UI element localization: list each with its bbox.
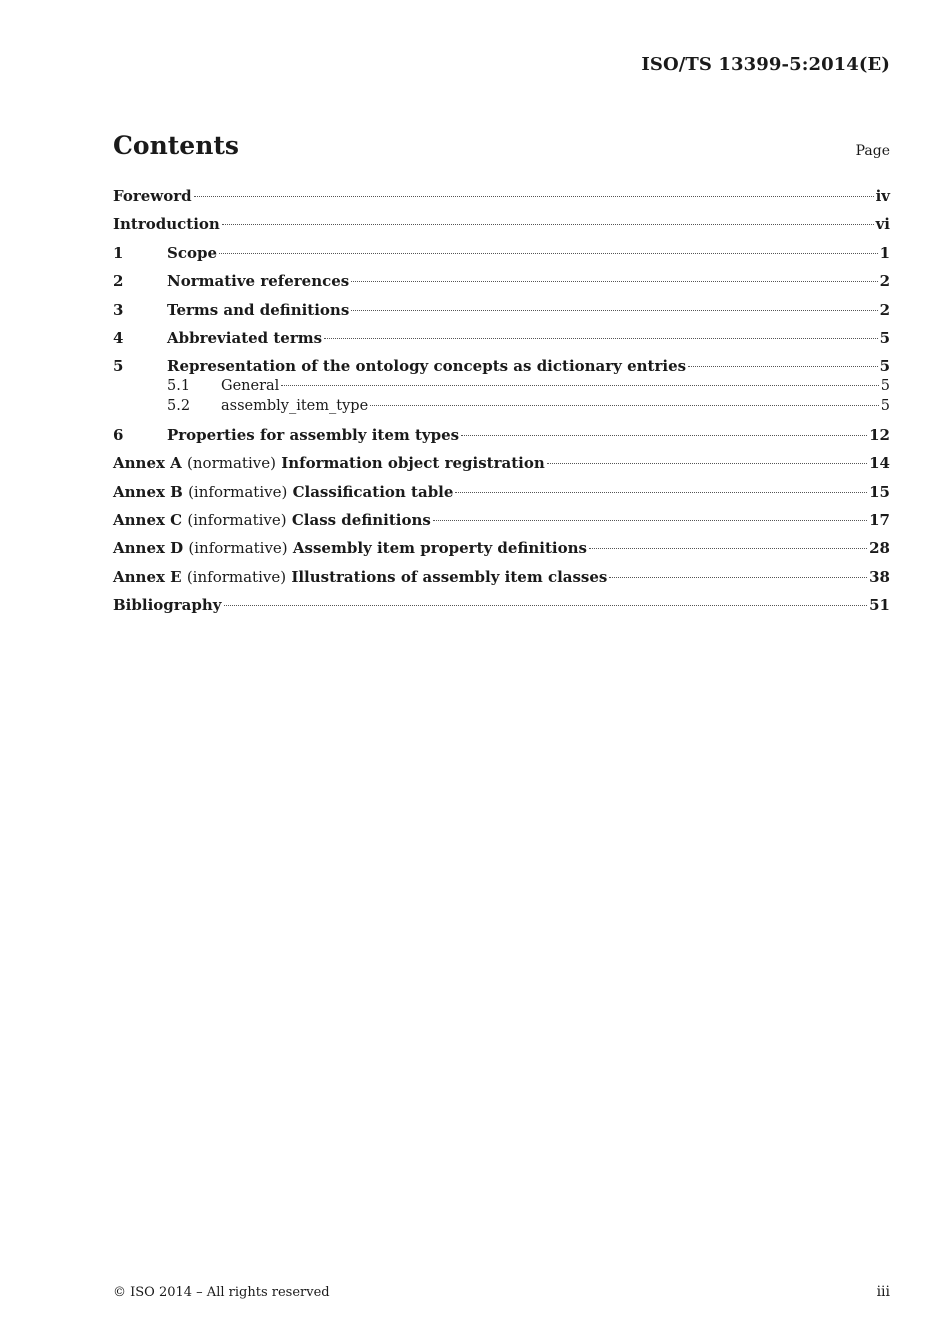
dot-leader [224,605,868,606]
toc-entry-normative-references[interactable] [113,271,890,291]
dot-leader [194,196,874,197]
dot-leader [219,253,878,254]
toc-entry-title: Scope [167,243,218,262]
annex-label: Annex E [113,567,182,586]
toc-entry-page: 1 [879,243,890,262]
annex-type: (informative) [188,482,288,501]
toc-entry-title: Introduction [113,215,220,234]
toc-entry-page: 5 [880,398,890,415]
dot-leader [222,224,874,225]
toc-subentry-general[interactable] [113,376,890,396]
toc-entry-annex-a[interactable] [113,453,890,473]
toc-entry-title: Properties for assembly item types [167,425,460,444]
dot-leader [547,463,867,464]
annex-label: Annex B [113,482,183,501]
toc-entry-bibliography[interactable] [113,595,890,615]
toc-entry-title: Abbreviated terms [167,328,323,347]
toc-entry-abbreviated-terms[interactable] [113,328,890,348]
toc-entry-page: iv [875,187,890,205]
toc-entry-annex-b[interactable] [113,482,890,502]
toc-entry-page: 2 [879,300,890,319]
toc-entry-title: General [221,378,280,395]
dot-leader [455,492,867,493]
dot-leader [688,366,877,367]
annex-type: (informative) [186,567,287,586]
toc-entry-page: 12 [869,425,890,444]
toc-entry-properties[interactable] [113,425,890,445]
page-number: iii [876,1284,890,1300]
annex-label: Annex C [113,510,183,529]
dot-leader [324,338,877,339]
toc-entry-number: 2 [113,272,124,291]
annex-label: Annex D [113,539,184,558]
toc-entry-title: Bibliography [113,596,222,615]
dot-leader [281,385,878,386]
toc-entry-title: assembly_item_type [221,398,369,415]
toc-entry-number: 4 [113,328,124,347]
toc-entry-title: Foreword [113,187,192,205]
toc-entry-foreword[interactable] [113,186,890,206]
dot-leader [433,520,867,521]
toc-entry-page: 51 [869,596,890,615]
toc-entry-page: 28 [869,539,890,558]
dot-leader [589,548,867,549]
toc-entry-title: Terms and definitions [167,300,350,319]
annex-type: (informative) [188,539,288,558]
dot-leader [370,405,879,406]
document-identifier: ISO/TS 13399-5:2014(E) [641,54,890,75]
toc-entry-page: 5 [880,378,890,395]
dot-leader [351,310,877,311]
toc-entry-title: Normative references [167,272,350,291]
toc-entry-scope[interactable] [113,243,890,263]
toc-entry-page: 2 [879,272,890,291]
annex-title: Classification table [292,482,454,501]
annex-title: Illustrations of assembly item classes [291,567,608,586]
dot-leader [609,577,867,578]
annex-title: Class definitions [291,510,431,529]
toc-entry-page: 15 [869,482,890,501]
copyright-notice: © ISO 2014 – All rights reserved [113,1285,330,1300]
toc-entry-annex-d[interactable] [113,538,890,558]
toc-entry-page: 17 [869,510,890,529]
toc-entry-annex-e[interactable] [113,567,890,587]
toc-subentry-assembly-item-type[interactable] [113,396,890,416]
toc-entry-number: 3 [113,300,124,319]
toc-entry-number: 6 [113,425,124,444]
annex-title: Assembly item property definitions [292,539,587,558]
page-column-label: Page [855,143,890,159]
annex-label: Annex A [113,454,182,473]
annex-type: (informative) [187,510,287,529]
toc-entry-page: 5 [879,328,890,347]
toc-entry-number: 1 [113,243,124,262]
toc-entry-page: 5 [879,357,890,376]
toc-entry-representation[interactable] [113,356,890,376]
toc-entry-page: vi [875,215,890,234]
toc-entry-number: 5 [113,357,124,376]
annex-title: Information object registration [281,454,545,473]
toc-entry-number: 5.1 [167,378,191,395]
toc-entry-terms-and-definitions[interactable] [113,300,890,320]
table-of-contents [113,182,890,615]
toc-entry-page: 14 [869,454,890,473]
dot-leader [351,281,877,282]
toc-entry-number: 5.2 [167,398,191,415]
toc-entry-introduction[interactable] [113,214,890,234]
dot-leader [461,435,867,436]
annex-type: (normative) [187,454,276,473]
page-title: Contents [113,131,240,160]
toc-entry-page: 38 [869,567,890,586]
toc-entry-title: Representation of the ontology concepts as dictionary entries [167,357,687,376]
toc-entry-annex-c[interactable] [113,510,890,530]
